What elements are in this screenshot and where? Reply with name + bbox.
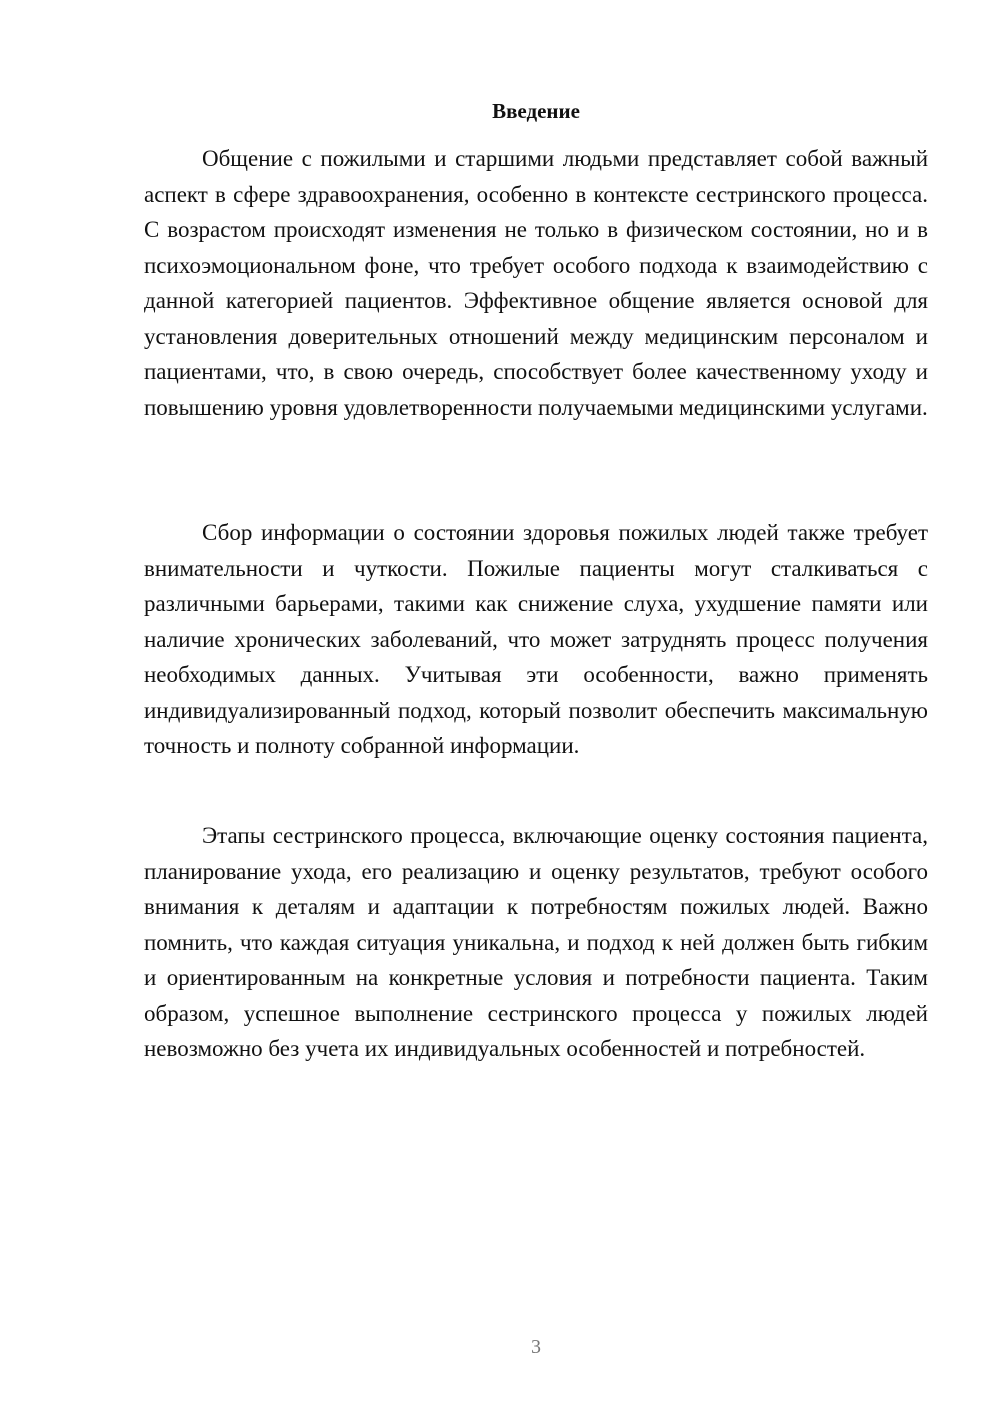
page-number: 3 [531, 1336, 541, 1358]
paragraph-intro: Общение с пожилыми и старшими людьми представляет собой важный аспект в сфере здравоохранения, особенно в контексте сестринского процесса. С возрастом происходят изменения не только в физическом состоянии, но и в психоэмоциональном фоне, что требует особого подхода к взаимодействию с данной категорией пациентов. Эффективное общение является основой для установления доверительных отношений между медицинским персоналом и пациентами, что, в свою очередь, способствует более качественному уходу и повышению уровня удовлетворенности получаемыми медицинскими услугами. [144, 146, 928, 420]
paragraph-data-collection: Сбор информации о состоянии здоровья пожилых людей также требует внимательности и чуткости. Пожилые пациенты могут сталкиваться с различными барьерами, такими как снижение слуха, ухудшение памяти или наличие хронических заболеваний, что может затруднять процесс получения необходимых данных. Учитывая эти особенности, важно применять индивидуализированный подход, который позволит обеспечить максимальную точность и полноту собранной информации. [144, 520, 928, 758]
paragraph-nursing-stages: Этапы сестринского процесса, включающие оценку состояния пациента, планирование ухода, его реализацию и оценку результатов, требуют особого внимания к деталям и адаптации к потребностям пожилых людей. Важно помнить, что каждая ситуация уникальна, и подход к ней должен быть гибким и ориентированным на конкретные условия и потребности пациента. Таким образом, успешное выполнение сестринского процесса у пожилых людей невозможно без учета их индивидуальных особенностей и потребностей. [144, 823, 928, 1061]
page-title: Введение [492, 99, 580, 123]
